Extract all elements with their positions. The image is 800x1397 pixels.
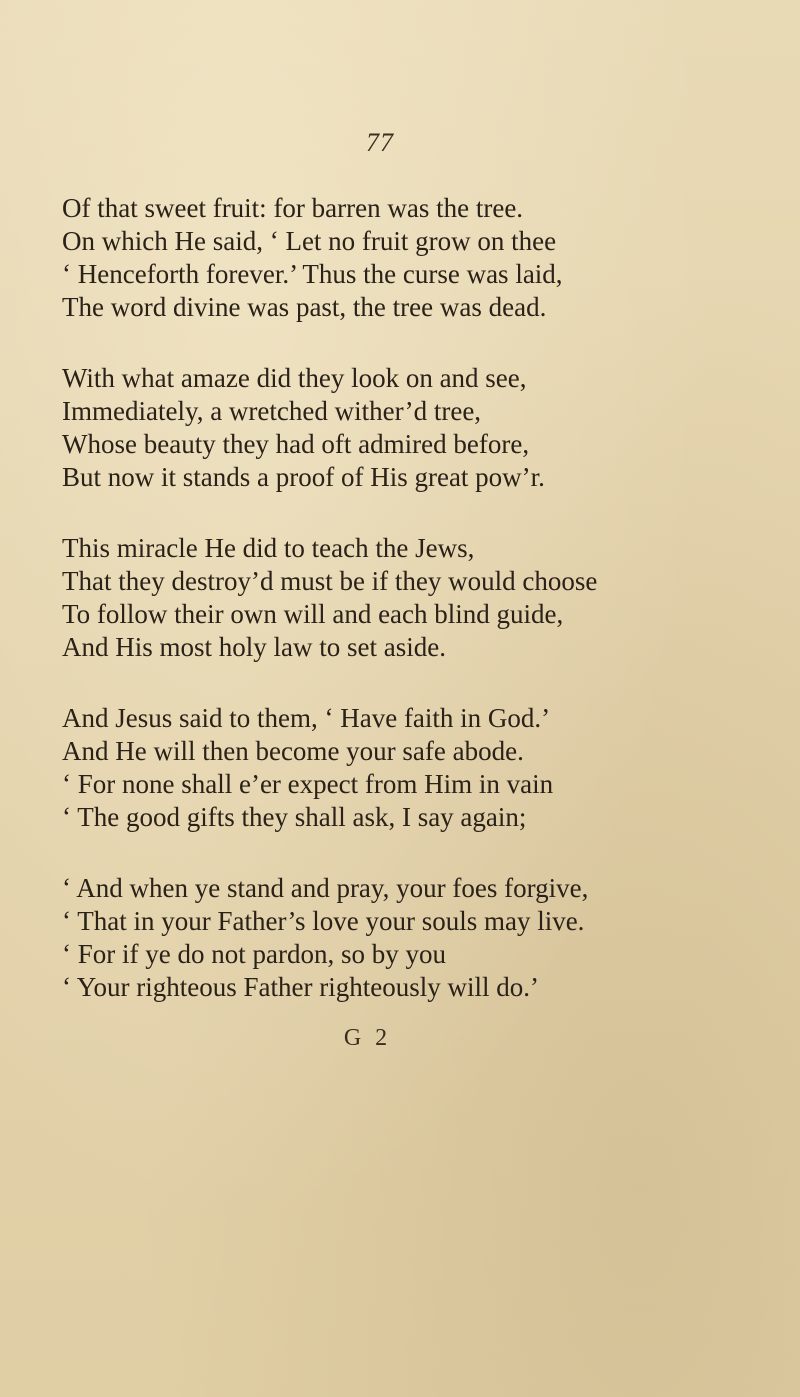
- page-number: 77: [366, 128, 394, 157]
- poem-line: And His most holy law to set aside.: [62, 632, 446, 662]
- poem-line: On which He said, ‘ Let no fruit grow on thee: [62, 226, 557, 256]
- poem-line: The word divine was past, the tree was dead.: [62, 292, 547, 322]
- poem-line: Whose beauty they had oft admired before,: [62, 429, 530, 459]
- poem-line: But now it stands a proof of His great pow’r.: [62, 462, 545, 492]
- signature-mark: G 2: [343, 1025, 392, 1051]
- poem-line: ‘ Your righteous Father righteously will do.’: [62, 972, 539, 1002]
- poem-line: ‘ The good gifts they shall ask, I say again;: [62, 802, 527, 832]
- stanza-4: [62, 702, 762, 834]
- poem-line: To follow their own will and each blind guide,: [62, 599, 564, 629]
- poem-line: ‘ That in your Father’s love your souls may live.: [62, 906, 585, 936]
- poem-line: Of that sweet fruit: for barren was the tree.: [62, 193, 524, 223]
- poem-line: That they destroy’d must be if they would choose: [62, 566, 598, 596]
- stanza-3: [62, 532, 762, 664]
- poem-line: ‘ And when ye stand and pray, your foes forgive,: [62, 873, 589, 903]
- poem-line: Immediately, a wretched wither’d tree,: [62, 396, 482, 426]
- poem-line: This miracle He did to teach the Jews,: [62, 533, 475, 563]
- poem-line: With what amaze did they look on and see,: [62, 363, 527, 393]
- poem-line: ‘ For none shall e’er expect from Him in vain: [62, 769, 554, 799]
- poem-line: ‘ For if ye do not pardon, so by you: [62, 939, 446, 969]
- stanza-5: [62, 872, 762, 1004]
- poem-line: And He will then become your safe abode.: [62, 736, 524, 766]
- stanza-2: [62, 362, 762, 494]
- stanza-1: [62, 192, 762, 324]
- poem-body: [62, 192, 762, 1042]
- poem-line: And Jesus said to them, ‘ Have faith in God.’: [62, 703, 551, 733]
- poem-line: ‘ Henceforth forever.’ Thus the curse was laid,: [62, 259, 563, 289]
